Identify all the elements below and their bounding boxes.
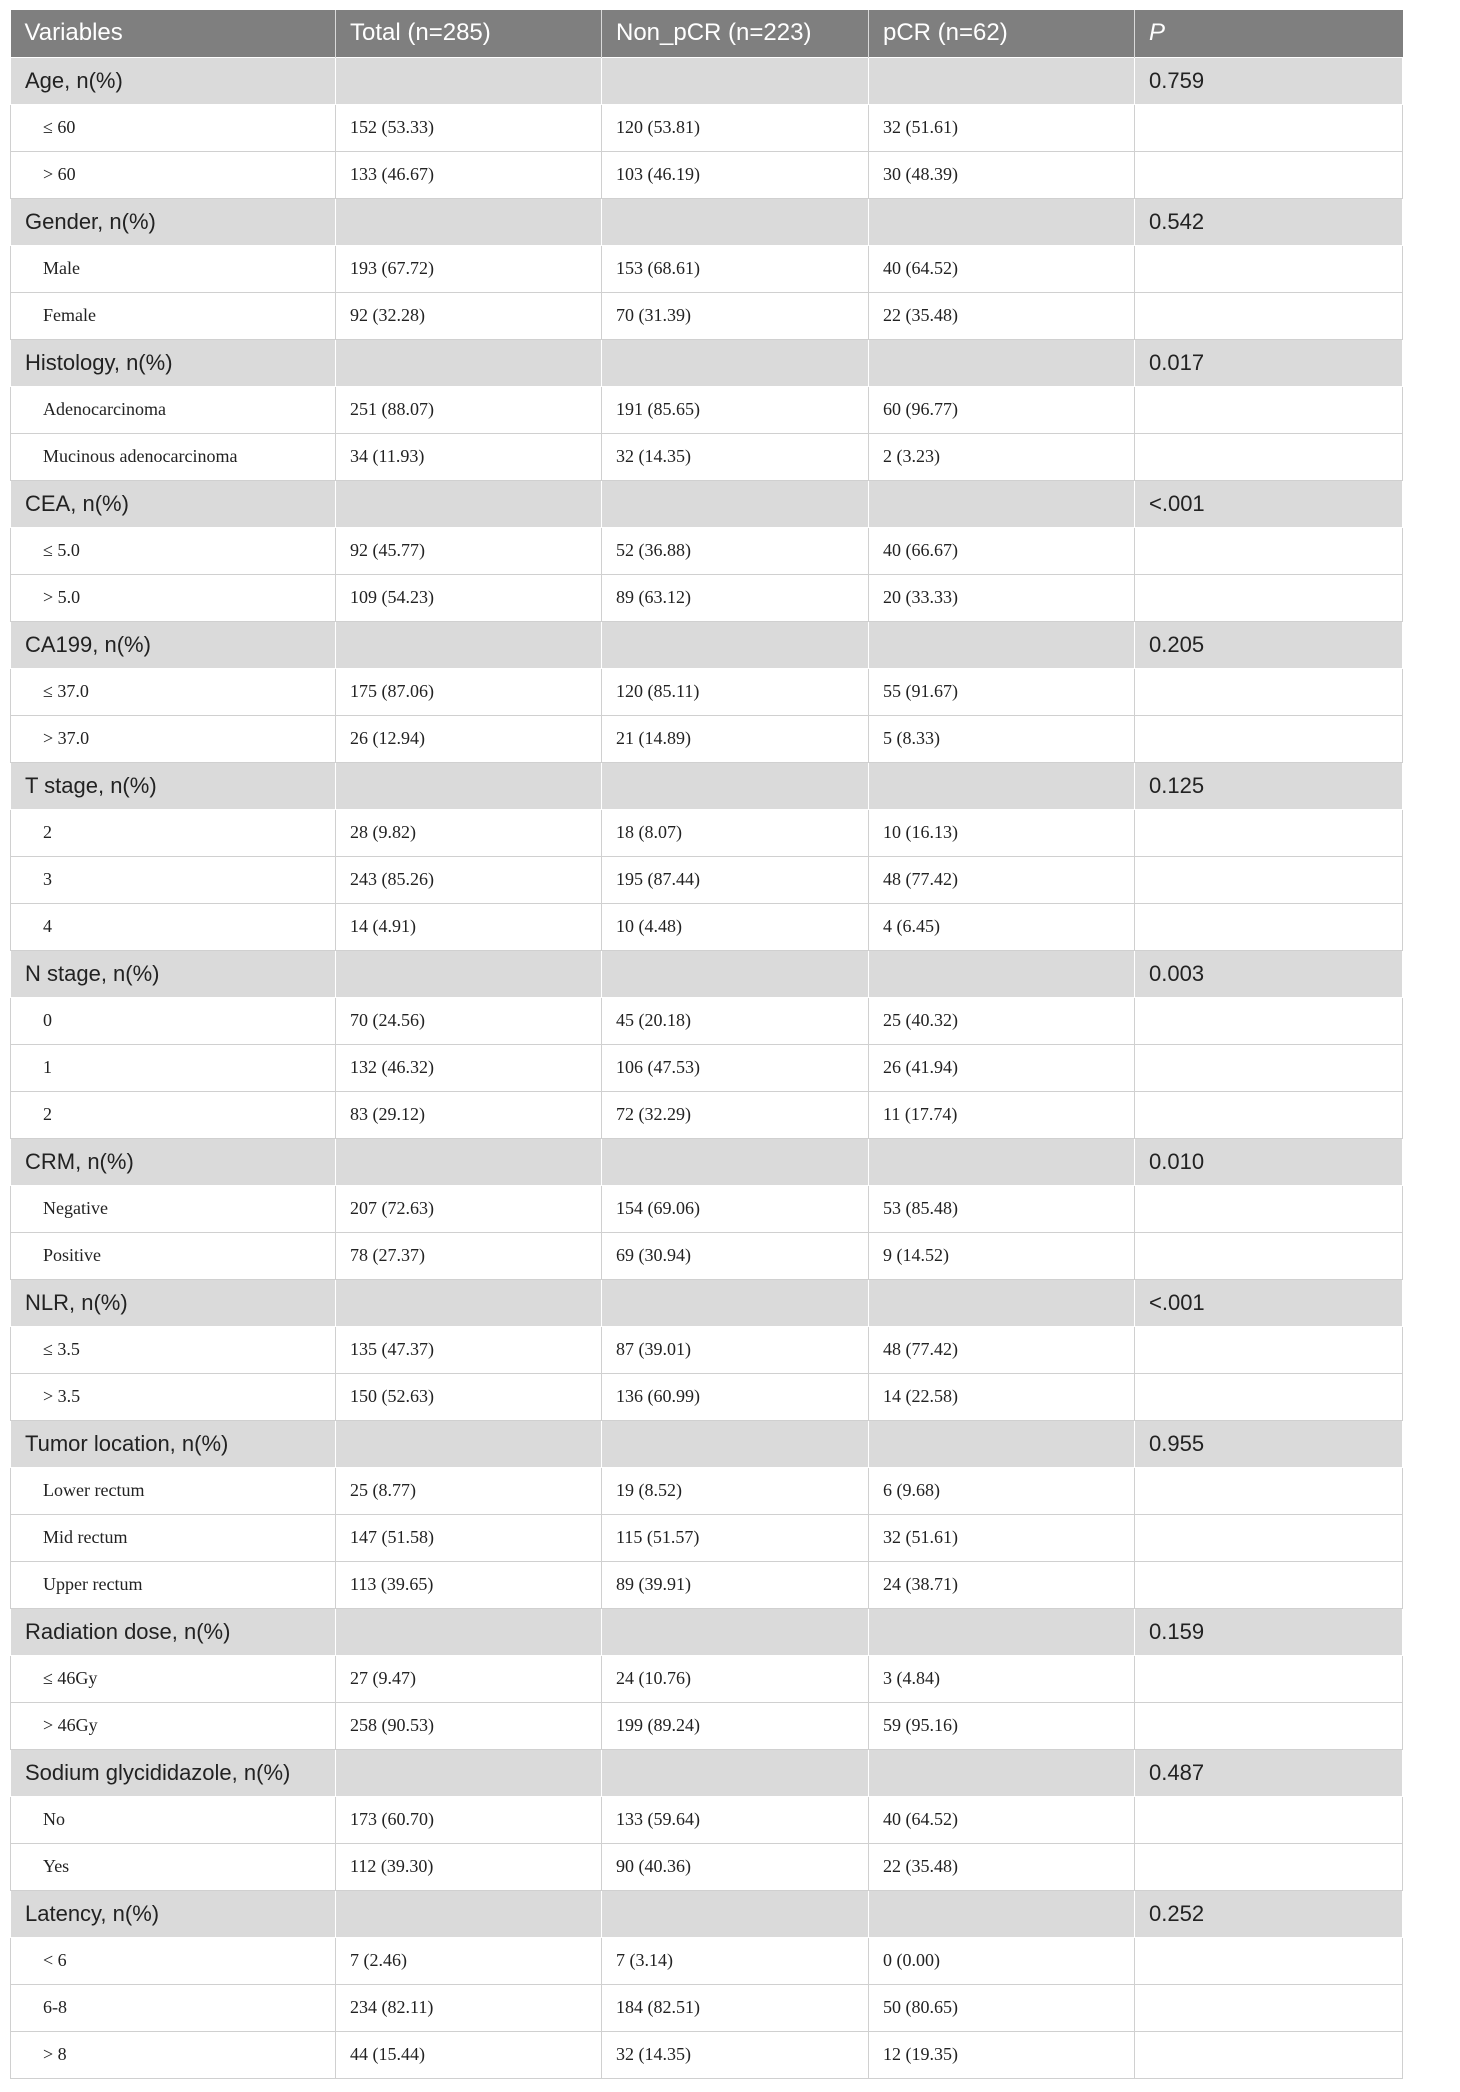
row-total: 92 (45.77) <box>336 527 602 574</box>
row-non-pcr: 70 (31.39) <box>602 292 869 339</box>
row-non-pcr: 133 (59.64) <box>602 1796 869 1843</box>
row-label: 2 <box>11 1091 336 1138</box>
row-p-empty <box>1135 1702 1403 1749</box>
row-label: Mid rectum <box>11 1514 336 1561</box>
row-total: 207 (72.63) <box>336 1185 602 1232</box>
row-total: 25 (8.77) <box>336 1467 602 1514</box>
row-p-empty <box>1135 809 1403 856</box>
header-non-pcr: Non_pCR (n=223) <box>602 10 869 57</box>
row-label: > 60 <box>11 151 336 198</box>
header-p-value: P <box>1135 10 1403 57</box>
row-total: 7 (2.46) <box>336 1937 602 1984</box>
row-total: 152 (53.33) <box>336 104 602 151</box>
row-pcr: 50 (80.65) <box>869 1984 1135 2031</box>
group-non-pcr-cell <box>602 621 869 668</box>
row-non-pcr: 154 (69.06) <box>602 1185 869 1232</box>
row-pcr: 14 (22.58) <box>869 1373 1135 1420</box>
group-label: Age, n(%) <box>11 57 336 104</box>
table-row <box>11 2031 1403 2078</box>
group-total-cell <box>336 339 602 386</box>
row-p-empty <box>1135 1232 1403 1279</box>
group-label: NLR, n(%) <box>11 1279 336 1326</box>
row-non-pcr: 103 (46.19) <box>602 151 869 198</box>
row-p-empty <box>1135 527 1403 574</box>
row-label: Negative <box>11 1185 336 1232</box>
group-label: CEA, n(%) <box>11 480 336 527</box>
row-label: > 3.5 <box>11 1373 336 1420</box>
group-p-value: 0.003 <box>1135 950 1403 997</box>
row-label: 4 <box>11 903 336 950</box>
row-pcr: 40 (64.52) <box>869 1796 1135 1843</box>
row-total: 83 (29.12) <box>336 1091 602 1138</box>
row-total: 133 (46.67) <box>336 151 602 198</box>
row-total: 113 (39.65) <box>336 1561 602 1608</box>
table-row <box>11 527 1403 574</box>
row-p-empty <box>1135 245 1403 292</box>
row-non-pcr: 10 (4.48) <box>602 903 869 950</box>
group-non-pcr-cell <box>602 950 869 997</box>
row-total: 14 (4.91) <box>336 903 602 950</box>
row-non-pcr: 199 (89.24) <box>602 1702 869 1749</box>
group-row <box>11 1749 1403 1796</box>
row-total: 150 (52.63) <box>336 1373 602 1420</box>
table-row <box>11 1326 1403 1373</box>
table-row <box>11 997 1403 1044</box>
row-p-empty <box>1135 1467 1403 1514</box>
group-label: Radiation dose, n(%) <box>11 1608 336 1655</box>
row-pcr: 48 (77.42) <box>869 856 1135 903</box>
row-pcr: 2 (3.23) <box>869 433 1135 480</box>
row-non-pcr: 120 (85.11) <box>602 668 869 715</box>
row-label: ≤ 60 <box>11 104 336 151</box>
row-pcr: 22 (35.48) <box>869 292 1135 339</box>
row-label: 1 <box>11 1044 336 1091</box>
row-label: > 8 <box>11 2031 336 2078</box>
group-pcr-cell <box>869 1890 1135 1937</box>
group-non-pcr-cell <box>602 1420 869 1467</box>
row-total: 28 (9.82) <box>336 809 602 856</box>
table-row <box>11 1796 1403 1843</box>
row-total: 234 (82.11) <box>336 1984 602 2031</box>
row-pcr: 12 (19.35) <box>869 2031 1135 2078</box>
row-non-pcr: 191 (85.65) <box>602 386 869 433</box>
row-p-empty <box>1135 856 1403 903</box>
header-row <box>11 10 1403 57</box>
group-row <box>11 950 1403 997</box>
group-p-value: <.001 <box>1135 1279 1403 1326</box>
group-total-cell <box>336 57 602 104</box>
table-row <box>11 1185 1403 1232</box>
group-row <box>11 762 1403 809</box>
group-total-cell <box>336 480 602 527</box>
group-row <box>11 1890 1403 1937</box>
row-label: > 5.0 <box>11 574 336 621</box>
header-variables: Variables <box>11 10 336 57</box>
table-row <box>11 1843 1403 1890</box>
group-pcr-cell <box>869 339 1135 386</box>
row-total: 109 (54.23) <box>336 574 602 621</box>
row-label: > 46Gy <box>11 1702 336 1749</box>
group-pcr-cell <box>869 480 1135 527</box>
row-pcr: 59 (95.16) <box>869 1702 1135 1749</box>
row-p-empty <box>1135 1326 1403 1373</box>
row-non-pcr: 21 (14.89) <box>602 715 869 762</box>
group-p-value: 0.205 <box>1135 621 1403 668</box>
row-p-empty <box>1135 1843 1403 1890</box>
row-non-pcr: 184 (82.51) <box>602 1984 869 2031</box>
group-pcr-cell <box>869 1138 1135 1185</box>
row-label: < 6 <box>11 1937 336 1984</box>
group-p-value: <.001 <box>1135 480 1403 527</box>
group-row <box>11 1138 1403 1185</box>
group-non-pcr-cell <box>602 480 869 527</box>
group-total-cell <box>336 1608 602 1655</box>
group-total-cell <box>336 1420 602 1467</box>
row-non-pcr: 120 (53.81) <box>602 104 869 151</box>
group-label: Histology, n(%) <box>11 339 336 386</box>
row-non-pcr: 19 (8.52) <box>602 1467 869 1514</box>
row-label: ≤ 37.0 <box>11 668 336 715</box>
row-label: 3 <box>11 856 336 903</box>
row-non-pcr: 153 (68.61) <box>602 245 869 292</box>
group-p-value: 0.487 <box>1135 1749 1403 1796</box>
group-total-cell <box>336 198 602 245</box>
table-row <box>11 1232 1403 1279</box>
row-pcr: 48 (77.42) <box>869 1326 1135 1373</box>
table-row <box>11 856 1403 903</box>
group-pcr-cell <box>869 1279 1135 1326</box>
group-total-cell <box>336 1890 602 1937</box>
group-label: Gender, n(%) <box>11 198 336 245</box>
row-total: 70 (24.56) <box>336 997 602 1044</box>
row-total: 27 (9.47) <box>336 1655 602 1702</box>
row-total: 251 (88.07) <box>336 386 602 433</box>
table-row <box>11 386 1403 433</box>
row-p-empty <box>1135 903 1403 950</box>
table-row <box>11 1514 1403 1561</box>
row-p-empty <box>1135 715 1403 762</box>
row-pcr: 26 (41.94) <box>869 1044 1135 1091</box>
row-total: 34 (11.93) <box>336 433 602 480</box>
group-row <box>11 339 1403 386</box>
row-p-empty <box>1135 292 1403 339</box>
group-pcr-cell <box>869 762 1135 809</box>
group-pcr-cell <box>869 198 1135 245</box>
row-pcr: 40 (64.52) <box>869 245 1135 292</box>
row-pcr: 53 (85.48) <box>869 1185 1135 1232</box>
header-total: Total (n=285) <box>336 10 602 57</box>
group-non-pcr-cell <box>602 339 869 386</box>
row-total: 132 (46.32) <box>336 1044 602 1091</box>
group-p-value: 0.010 <box>1135 1138 1403 1185</box>
row-label: Lower rectum <box>11 1467 336 1514</box>
row-p-empty <box>1135 997 1403 1044</box>
row-label: Female <box>11 292 336 339</box>
group-p-value: 0.759 <box>1135 57 1403 104</box>
row-p-empty <box>1135 433 1403 480</box>
row-non-pcr: 136 (60.99) <box>602 1373 869 1420</box>
row-non-pcr: 18 (8.07) <box>602 809 869 856</box>
row-non-pcr: 72 (32.29) <box>602 1091 869 1138</box>
row-p-empty <box>1135 1655 1403 1702</box>
group-non-pcr-cell <box>602 1279 869 1326</box>
row-pcr: 9 (14.52) <box>869 1232 1135 1279</box>
table-row <box>11 1373 1403 1420</box>
row-pcr: 5 (8.33) <box>869 715 1135 762</box>
row-label: Adenocarcinoma <box>11 386 336 433</box>
group-label: T stage, n(%) <box>11 762 336 809</box>
row-pcr: 0 (0.00) <box>869 1937 1135 1984</box>
group-total-cell <box>336 1279 602 1326</box>
row-pcr: 32 (51.61) <box>869 104 1135 151</box>
table-row <box>11 809 1403 856</box>
group-total-cell <box>336 621 602 668</box>
row-non-pcr: 195 (87.44) <box>602 856 869 903</box>
group-non-pcr-cell <box>602 762 869 809</box>
row-label: Male <box>11 245 336 292</box>
row-pcr: 4 (6.45) <box>869 903 1135 950</box>
row-p-empty <box>1135 1373 1403 1420</box>
row-pcr: 60 (96.77) <box>869 386 1135 433</box>
row-total: 175 (87.06) <box>336 668 602 715</box>
group-pcr-cell <box>869 950 1135 997</box>
group-non-pcr-cell <box>602 1749 869 1796</box>
row-p-empty <box>1135 1091 1403 1138</box>
row-non-pcr: 106 (47.53) <box>602 1044 869 1091</box>
group-p-value: 0.955 <box>1135 1420 1403 1467</box>
row-non-pcr: 115 (51.57) <box>602 1514 869 1561</box>
group-p-value: 0.542 <box>1135 198 1403 245</box>
row-pcr: 40 (66.67) <box>869 527 1135 574</box>
row-non-pcr: 24 (10.76) <box>602 1655 869 1702</box>
row-p-empty <box>1135 1185 1403 1232</box>
group-label: Latency, n(%) <box>11 1890 336 1937</box>
row-p-empty <box>1135 2031 1403 2078</box>
row-total: 44 (15.44) <box>336 2031 602 2078</box>
table-row <box>11 903 1403 950</box>
table-row <box>11 1984 1403 2031</box>
group-row <box>11 198 1403 245</box>
table-row <box>11 574 1403 621</box>
group-total-cell <box>336 950 602 997</box>
row-non-pcr: 52 (36.88) <box>602 527 869 574</box>
table-row <box>11 1561 1403 1608</box>
table-container <box>10 10 1402 2079</box>
row-non-pcr: 32 (14.35) <box>602 2031 869 2078</box>
row-label: > 37.0 <box>11 715 336 762</box>
row-non-pcr: 87 (39.01) <box>602 1326 869 1373</box>
table-row <box>11 433 1403 480</box>
group-total-cell <box>336 762 602 809</box>
row-total: 147 (51.58) <box>336 1514 602 1561</box>
row-total: 258 (90.53) <box>336 1702 602 1749</box>
row-pcr: 3 (4.84) <box>869 1655 1135 1702</box>
row-total: 193 (67.72) <box>336 245 602 292</box>
row-label: Mucinous adenocarcinoma <box>11 433 336 480</box>
group-p-value: 0.252 <box>1135 1890 1403 1937</box>
group-row <box>11 1608 1403 1655</box>
row-non-pcr: 89 (63.12) <box>602 574 869 621</box>
row-non-pcr: 32 (14.35) <box>602 433 869 480</box>
row-pcr: 6 (9.68) <box>869 1467 1135 1514</box>
table-row <box>11 715 1403 762</box>
group-row <box>11 57 1403 104</box>
row-label: ≤ 46Gy <box>11 1655 336 1702</box>
row-p-empty <box>1135 1796 1403 1843</box>
group-non-pcr-cell <box>602 198 869 245</box>
row-pcr: 32 (51.61) <box>869 1514 1135 1561</box>
table-body <box>11 57 1403 2078</box>
row-total: 112 (39.30) <box>336 1843 602 1890</box>
row-label: Positive <box>11 1232 336 1279</box>
table-row <box>11 1655 1403 1702</box>
table-row <box>11 104 1403 151</box>
row-label: No <box>11 1796 336 1843</box>
row-non-pcr: 89 (39.91) <box>602 1561 869 1608</box>
group-row <box>11 1279 1403 1326</box>
table-row <box>11 668 1403 715</box>
row-pcr: 25 (40.32) <box>869 997 1135 1044</box>
group-row <box>11 480 1403 527</box>
row-p-empty <box>1135 668 1403 715</box>
table-row <box>11 151 1403 198</box>
group-pcr-cell <box>869 621 1135 668</box>
group-label: CA199, n(%) <box>11 621 336 668</box>
group-total-cell <box>336 1749 602 1796</box>
group-p-value: 0.125 <box>1135 762 1403 809</box>
group-label: N stage, n(%) <box>11 950 336 997</box>
row-p-empty <box>1135 104 1403 151</box>
row-non-pcr: 90 (40.36) <box>602 1843 869 1890</box>
header-pcr: pCR (n=62) <box>869 10 1135 57</box>
group-row <box>11 1420 1403 1467</box>
group-label: Tumor location, n(%) <box>11 1420 336 1467</box>
group-pcr-cell <box>869 1749 1135 1796</box>
row-label: 6-8 <box>11 1984 336 2031</box>
group-non-pcr-cell <box>602 1608 869 1655</box>
group-non-pcr-cell <box>602 1138 869 1185</box>
group-p-value: 0.017 <box>1135 339 1403 386</box>
table-row <box>11 1467 1403 1514</box>
row-label: Upper rectum <box>11 1561 336 1608</box>
row-p-empty <box>1135 1514 1403 1561</box>
table-row <box>11 1091 1403 1138</box>
row-p-empty <box>1135 151 1403 198</box>
group-label: CRM, n(%) <box>11 1138 336 1185</box>
group-pcr-cell <box>869 1420 1135 1467</box>
row-pcr: 22 (35.48) <box>869 1843 1135 1890</box>
group-non-pcr-cell <box>602 1890 869 1937</box>
row-total: 243 (85.26) <box>336 856 602 903</box>
row-total: 78 (27.37) <box>336 1232 602 1279</box>
row-p-empty <box>1135 1984 1403 2031</box>
group-pcr-cell <box>869 57 1135 104</box>
baseline-characteristics-table <box>10 10 1403 2079</box>
row-non-pcr: 69 (30.94) <box>602 1232 869 1279</box>
row-total: 26 (12.94) <box>336 715 602 762</box>
group-non-pcr-cell <box>602 57 869 104</box>
row-p-empty <box>1135 1044 1403 1091</box>
row-total: 92 (32.28) <box>336 292 602 339</box>
row-p-empty <box>1135 574 1403 621</box>
table-row <box>11 245 1403 292</box>
row-pcr: 20 (33.33) <box>869 574 1135 621</box>
row-p-empty <box>1135 1937 1403 1984</box>
group-label: Sodium glycididazole, n(%) <box>11 1749 336 1796</box>
table-row <box>11 292 1403 339</box>
row-total: 135 (47.37) <box>336 1326 602 1373</box>
row-p-empty <box>1135 1561 1403 1608</box>
group-row <box>11 621 1403 668</box>
table-row <box>11 1702 1403 1749</box>
row-label: ≤ 5.0 <box>11 527 336 574</box>
row-total: 173 (60.70) <box>336 1796 602 1843</box>
row-non-pcr: 45 (20.18) <box>602 997 869 1044</box>
table-row <box>11 1937 1403 1984</box>
row-pcr: 30 (48.39) <box>869 151 1135 198</box>
row-p-empty <box>1135 386 1403 433</box>
group-p-value: 0.159 <box>1135 1608 1403 1655</box>
table-row <box>11 1044 1403 1091</box>
row-pcr: 24 (38.71) <box>869 1561 1135 1608</box>
group-total-cell <box>336 1138 602 1185</box>
row-label: ≤ 3.5 <box>11 1326 336 1373</box>
row-label: 2 <box>11 809 336 856</box>
row-label: 0 <box>11 997 336 1044</box>
row-pcr: 10 (16.13) <box>869 809 1135 856</box>
row-non-pcr: 7 (3.14) <box>602 1937 869 1984</box>
group-pcr-cell <box>869 1608 1135 1655</box>
row-label: Yes <box>11 1843 336 1890</box>
row-pcr: 55 (91.67) <box>869 668 1135 715</box>
row-pcr: 11 (17.74) <box>869 1091 1135 1138</box>
